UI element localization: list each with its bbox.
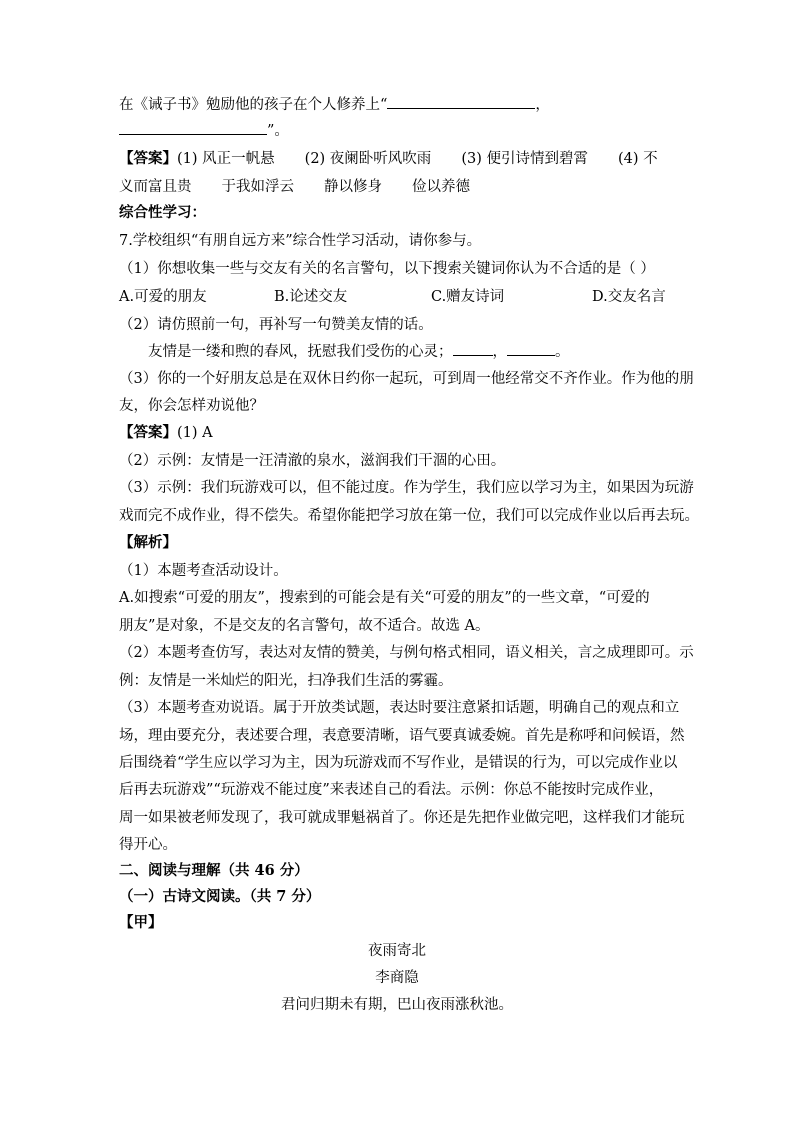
blank-3[interactable] [453, 342, 493, 356]
q7-answer-2: （2）示例：友情是一汪清澈的泉水，滋润我们干涸的心田。 [119, 453, 506, 469]
part2-subtitle: （一）古诗文阅读。（共 7 分） [119, 888, 321, 905]
analysis-line: 例：友情是一米灿烂的阳光，扫净我们生活的雾霾。 [119, 673, 453, 689]
q7-answer-3-line1: （3）示例：我们玩游戏可以，但不能过度。作为学生，我们应以学习为主，如果因为玩游 [119, 480, 694, 496]
blank-4[interactable] [507, 342, 555, 356]
analysis-line: 后再去玩游戏”“玩游戏不能过度”来表述自己的看法。示例：你总不能按时完成作业， [119, 782, 664, 798]
prev-question-line2: ”。 [119, 121, 289, 141]
poem-line: 君问归期未有期，巴山夜雨涨秋池。 [281, 997, 513, 1013]
analysis-line: （1）本题考查活动设计。 [119, 563, 288, 579]
option-c[interactable]: C.赠友诗词 [431, 289, 505, 305]
jia-label: 【甲】 [119, 914, 163, 931]
prev-answer-line1: 【答案】(1) 风正一帆悬 (2) 夜阑卧听风吹雨 (3) 便引诗情到碧霄 (4) 不 [119, 150, 658, 167]
option-a[interactable]: A.可爱的朋友 [119, 289, 207, 305]
analysis-label: 【解析】 [119, 534, 177, 551]
q7-sub2: （2）请仿照前一句，再补写一句赞美友情的话。 [119, 317, 433, 333]
q7-sub2-example: 友情是一缕和煦的春风，抚慰我们受伤的心灵； ， 。 [148, 344, 570, 360]
analysis-line: 得开心。 [119, 837, 177, 853]
prev-answer-line2: 义而富且贵 于我如浮云 静以修身 俭以养德 [119, 179, 470, 195]
analysis-line: （3）本题考查劝说语。属于开放类试题，表达时要注意紧扣话题，明确自己的观点和立 [119, 700, 680, 716]
prev-question-line1: 在《诫子书》勉励他的孩子在个人修养上“ ， [119, 97, 550, 113]
q7-stem: 7.学校组织“有朋自远方来”综合性学习活动，请你参与。 [119, 233, 482, 249]
q7-sub3-line2: 友，你会怎样劝说他？ [119, 398, 264, 414]
q7-sub1: （1）你想收集一些与交友有关的名言警句，以下搜索关键词你认为不合适的是（ ） [119, 261, 655, 277]
blank-1[interactable] [387, 95, 535, 109]
poem-author: 李商隐 [375, 970, 419, 986]
section-title: 综合性学习： [119, 204, 206, 221]
analysis-line: A.如搜索“可爱的朋友”，搜索到的可能会是有关“可爱的朋友”的一些文章，“可爱的 [119, 590, 650, 606]
poem-title: 夜雨寄北 [368, 943, 426, 959]
q7-sub3-line1: （3）你的一个好朋友总是在双休日约你一起玩，可到周一他经常交不齐作业。作为他的朋 [119, 371, 694, 387]
analysis-line: （2）本题考查仿写，表达对友情的赞美，与例句格式相同，语义相关，言之成理即可。示 [119, 645, 694, 661]
q7-answer-3-line2: 戏而完不成作业，得不偿失。希望你能把学习放在第一位，我们可以完成作业以后再去玩。 [119, 508, 699, 524]
analysis-line: 场，理由要充分，表述要合理，表意要清晰，语气要真诚委婉。首先是称呼和问候语，然 [119, 728, 685, 744]
option-d[interactable]: D.交友名言 [592, 289, 666, 305]
analysis-line: 周一如果被老师发现了，我可就成罪魁祸首了。你还是先把作业做完吧，这样我们才能玩 [119, 810, 685, 826]
q7-answer-line: 【答案】(1) A [119, 424, 213, 441]
option-b[interactable]: B.论述交友 [274, 289, 348, 305]
part2-title: 二、阅读与理解（共 46 分） [119, 862, 309, 879]
blank-2[interactable] [119, 121, 267, 135]
analysis-line: 后围绕着“学生应以学习为主，因为玩游戏而不写作业，是错误的行为，可以完成作业以 [119, 755, 678, 771]
analysis-line: 朋友”是对象，不是交友的名言警句，故不适合。故选 A。 [119, 618, 490, 634]
